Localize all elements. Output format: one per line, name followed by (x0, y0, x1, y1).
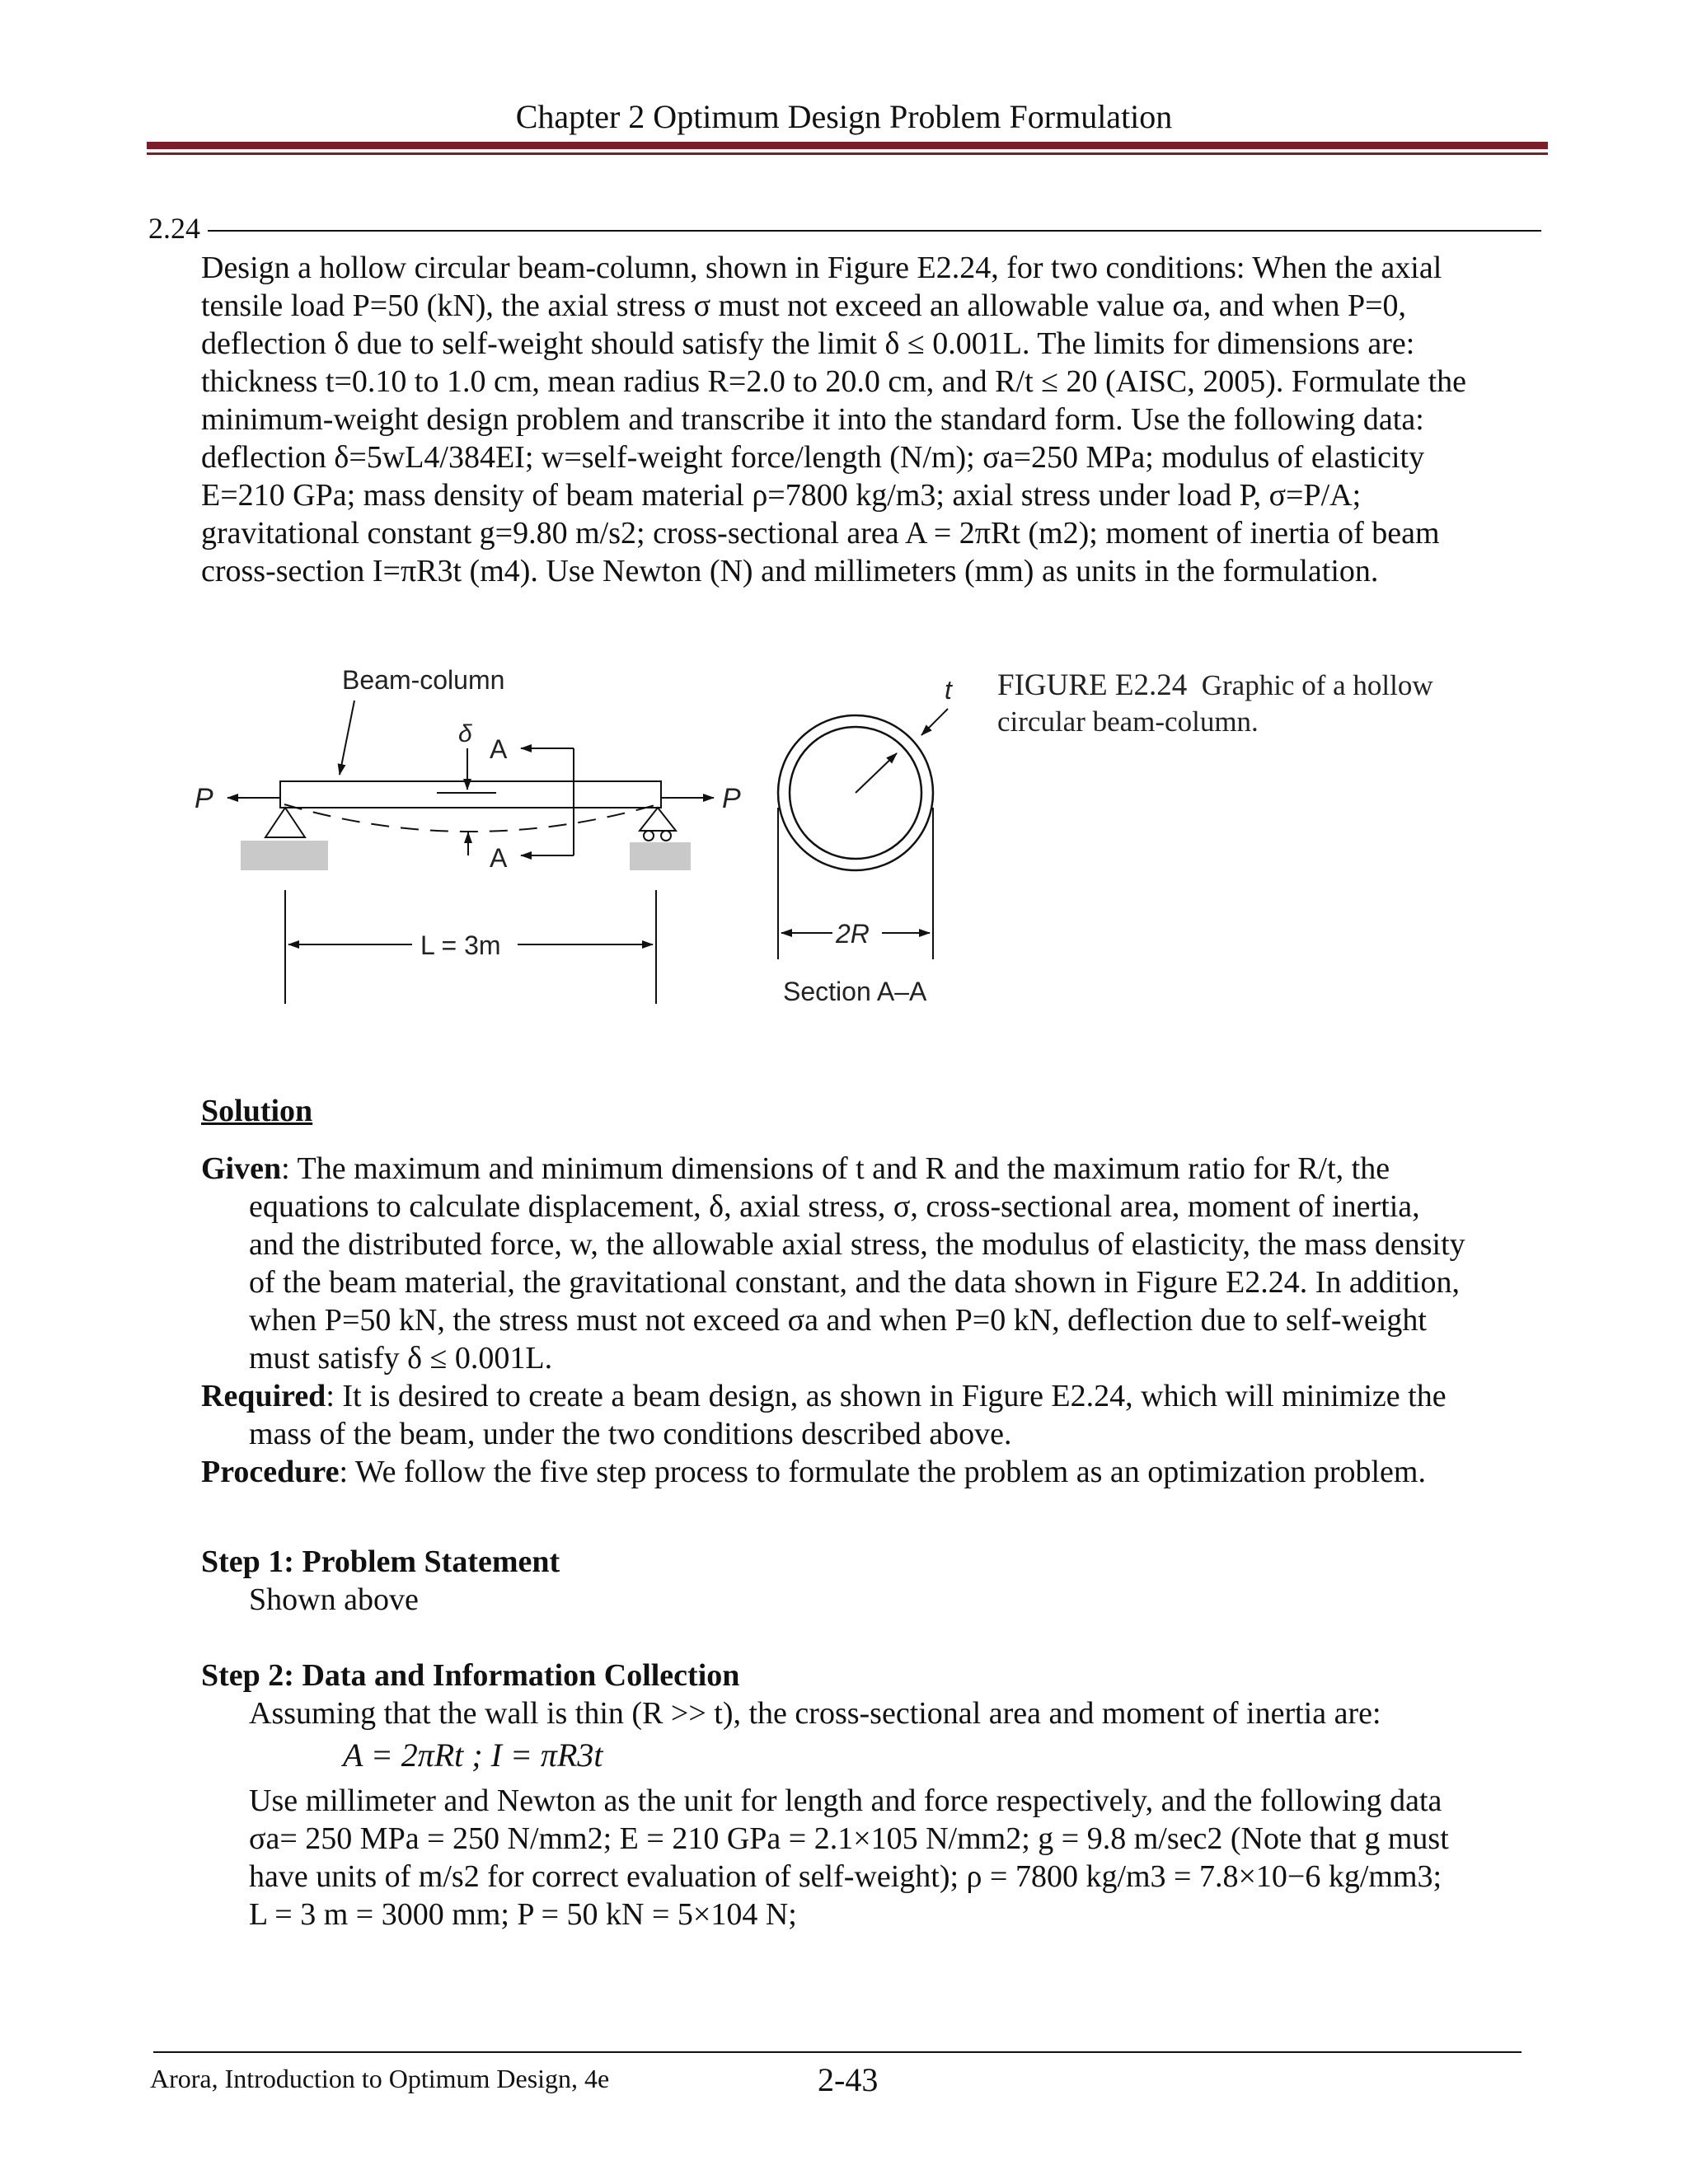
delta-label: δ (458, 720, 472, 748)
given-line: : The maximum and minimum dimensions of t and R and the maximum ratio for R/t, the (281, 1151, 1390, 1186)
thickness-pointer (921, 709, 948, 735)
step1-heading: Step 1: Problem Statement (201, 1544, 560, 1579)
statement-line: deflection δ due to self-weight should satisfy the limit δ ≤ 0.001L. The limits for dimensions are: (201, 326, 1415, 361)
given-label: Given (201, 1151, 282, 1186)
problem-statement (201, 249, 1553, 590)
procedure-text: : We follow the five step process to formulate the problem as an optimization problem. (339, 1455, 1426, 1489)
step1-block (201, 1543, 1561, 1619)
problem-number: 2.24 (148, 212, 200, 245)
given-line: equations to calculate displacement, δ, axial stress, σ, cross-sectional area, moment of inertia, (249, 1189, 1420, 1224)
step2-data-block (201, 1782, 1561, 1933)
ground-right (630, 842, 691, 870)
statement-line: Design a hollow circular beam-column, shown in Figure E2.24, for two conditions: When the axial (201, 251, 1442, 285)
beam-column-pointer (340, 701, 354, 775)
statement-line: E=210 GPa; mass density of beam material ρ=7800 kg/m3; axial stress under load P, σ=P/A; (201, 478, 1362, 513)
step2-block (201, 1657, 1561, 1732)
figure-caption-text: Graphic of a hollow (1201, 669, 1433, 701)
footer-book-title: Arora, Introduction to Optimum Design, 4e (150, 2064, 610, 2093)
statement-line: cross-section I=πR3t (m4). Use Newton (N) and millimeters (mm) as units in the formulation. (201, 554, 1379, 588)
load-p-left: P (195, 783, 213, 814)
step2-line: have units of m/s2 for correct evaluation of self-weight); ρ = 7800 kg/m3 = 7.8×10−6 kg/mm3; (249, 1859, 1442, 1894)
radius-arrow (856, 753, 897, 793)
statement-line: deflection δ=5wL4/384EI; w=self-weight force/length (N/m); σa=250 MPa; modulus of elasticity (201, 440, 1425, 475)
required-first-line (201, 1377, 1561, 1415)
section-title: Section A–A (783, 977, 927, 1006)
step1-text: Shown above (249, 1582, 419, 1617)
figure-caption-text-2: circular beam-column. (997, 705, 1259, 738)
chapter-title: Chapter 2 Optimum Design Problem Formulation (515, 98, 1173, 135)
given-line: must satisfy δ ≤ 0.001L. (249, 1341, 553, 1376)
given-line: when P=50 kN, the stress must not exceed σa and when P=0 kN, deflection due to self-weight (249, 1303, 1427, 1338)
problem-divider (208, 230, 1541, 232)
roller-support (640, 808, 676, 831)
beam-column-figure (0, 643, 989, 1030)
pin-support (265, 808, 305, 837)
given-line: of the beam material, the gravitational constant, and the data shown in Figure E2.24. In addition, (249, 1265, 1460, 1300)
statement-line: thickness t=0.10 to 1.0 cm, mean radius R=2.0 to 20.0 cm, and R/t ≤ 20 (AISC, 2005). Formulate the (201, 364, 1466, 399)
section-a-label-top: A (490, 734, 508, 764)
procedure-line (201, 1453, 1561, 1491)
load-p-right: P (722, 783, 741, 814)
step2-intro: Assuming that the wall is thin (R >> t), the cross-sectional area and moment of inertia are: (249, 1696, 1381, 1731)
statement-line: minimum-weight design problem and transcribe it into the standard form. Use the following data: (201, 402, 1424, 437)
page-number: 2-43 (818, 2061, 879, 2098)
figure-caption (997, 668, 1433, 740)
step2-line: L = 3 m = 3000 mm; P = 50 kN = 5×104 N; (249, 1897, 797, 1932)
given-first-line (201, 1150, 1561, 1188)
roller-wheel (644, 831, 654, 841)
step2-heading: Step 2: Data and Information Collection (201, 1658, 740, 1693)
ground-left (241, 841, 328, 870)
header-rule-thin (147, 152, 1548, 155)
solution-heading: Solution (201, 1094, 313, 1128)
section-a-label-bottom: A (490, 843, 508, 873)
beam (280, 781, 661, 808)
length-label: L = 3m (420, 930, 501, 960)
figure-label: FIGURE E2.24 (997, 668, 1188, 702)
diameter-label: 2R (836, 919, 870, 949)
step2-line: Use millimeter and Newton as the unit for length and force respectively, and the following data (249, 1783, 1442, 1818)
given-line: and the distributed force, w, the allowable axial stress, the modulus of elasticity, the mass density (249, 1227, 1465, 1262)
given-block (201, 1150, 1561, 1491)
required-line: mass of the beam, under the two conditions described above. (249, 1417, 1012, 1451)
step2-line: σa= 250 MPa = 250 N/mm2; E = 210 GPa = 2.1×105 N/mm2; g = 9.8 m/sec2 (Note that g must (249, 1821, 1449, 1856)
procedure-label: Procedure (201, 1455, 340, 1489)
roller-wheel (661, 831, 671, 841)
thickness-label: t (945, 675, 952, 705)
area-inertia-equation: A = 2πRt ; I = πR3t (343, 1736, 603, 1774)
required-line: : It is desired to create a beam design, as shown in Figure E2.24, which will minimize the (326, 1379, 1447, 1413)
statement-line: gravitational constant g=9.80 m/s2; cross-sectional area A = 2πRt (m2); moment of inertia of beam (201, 516, 1440, 551)
footer-rule (153, 2051, 1522, 2053)
header-rule (147, 142, 1548, 149)
beam-column-label: Beam-column (342, 665, 505, 695)
required-label: Required (201, 1379, 326, 1413)
statement-line: tensile load P=50 (kN), the axial stress σ must not exceed an allowable value σa, and when P=0, (201, 288, 1407, 323)
